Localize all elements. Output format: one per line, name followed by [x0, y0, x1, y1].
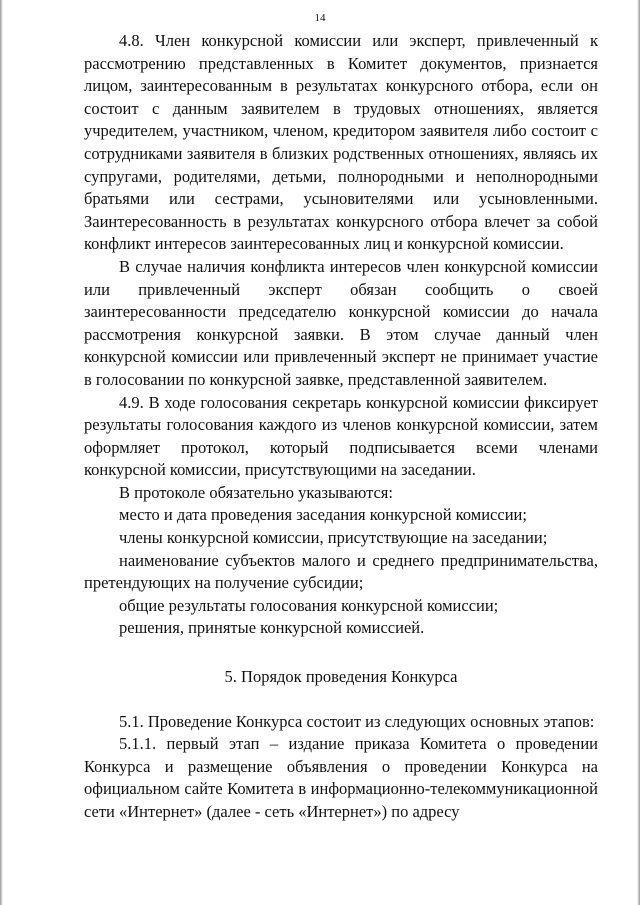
- paragraph-protocol-intro: В протоколе обязательно указываются:: [119, 482, 393, 502]
- paragraph-conflict-of-interest: В случае наличия конфликта интересов член конкурсной комиссии или привлеченный эксперт обязан сообщить о своей заинтересованности председателю конкурсной комиссии до начала рассмотрения конкурсной заявки. В этом случае данный член конкурсной комиссии или привлеченный эксперт не принимает участие в голосовании по конкурсной заявке, представленной заявителем.: [84, 256, 598, 389]
- list-item-voting-results: общие результаты голосования конкурсной комиссии;: [119, 595, 499, 615]
- list-item-applicants: наименование субъектов малого и среднего предпринимательства, претендующих на получение субсидии;: [84, 550, 598, 593]
- list-item-members-present: члены конкурсной комиссии, присутствующие на заседании;: [119, 528, 548, 548]
- document-body: [84, 30, 598, 824]
- paragraph-5-1: 5.1. Проведение Конкурса состоит из следующих основных этапов:: [119, 711, 595, 731]
- scan-edge-left: [0, 0, 3, 905]
- list-item-place-date: место и дата проведения заседания конкурсной комиссии;: [119, 505, 527, 525]
- section-heading: 5. Порядок проведения Конкурса: [224, 667, 458, 687]
- paragraph-5-1-1: 5.1.1. первый этап – издание приказа Комитета о проведении Конкурса и размещение объявления о проведении Конкурса на официальном сайте Комитета в информационно-телекоммуникационной сети «Интернет» (далее - сеть «Интернет») по адресу: [84, 734, 598, 821]
- paragraph-4-8: 4.8. Член конкурсной комиссии или эксперт, привлеченный к рассмотрению представленных в Комитет документов, признается лицом, заинтересованным в результатах конкурсного отбора, если он состоит с данным заявителем в трудовых отношениях, является учредителем, участником, членом, кредитором заявителя либо состоит с сотрудниками заявителя в близких родственных отношениях, являясь их супругами, родителями, детьми, полнородными и неполнородными братьями или сестрами, усыновителями или усыновленными. Заинтересованность в результатах конкурсного отбора влечет за собой конфликт интересов заинтересованных лиц и конкурсной комиссии.: [84, 31, 598, 254]
- page-number: 14: [314, 12, 326, 24]
- list-item-decisions: решения, принятые конкурсной комиссией.: [119, 618, 425, 638]
- paragraph-4-9: 4.9. В ходе голосования секретарь конкурсной комиссии фиксирует результаты голосования каждого из членов конкурсной комиссии, затем оформляет протокол, который подписывается всеми членами конкурсной комиссии, присутствующими на заседании.: [84, 392, 598, 480]
